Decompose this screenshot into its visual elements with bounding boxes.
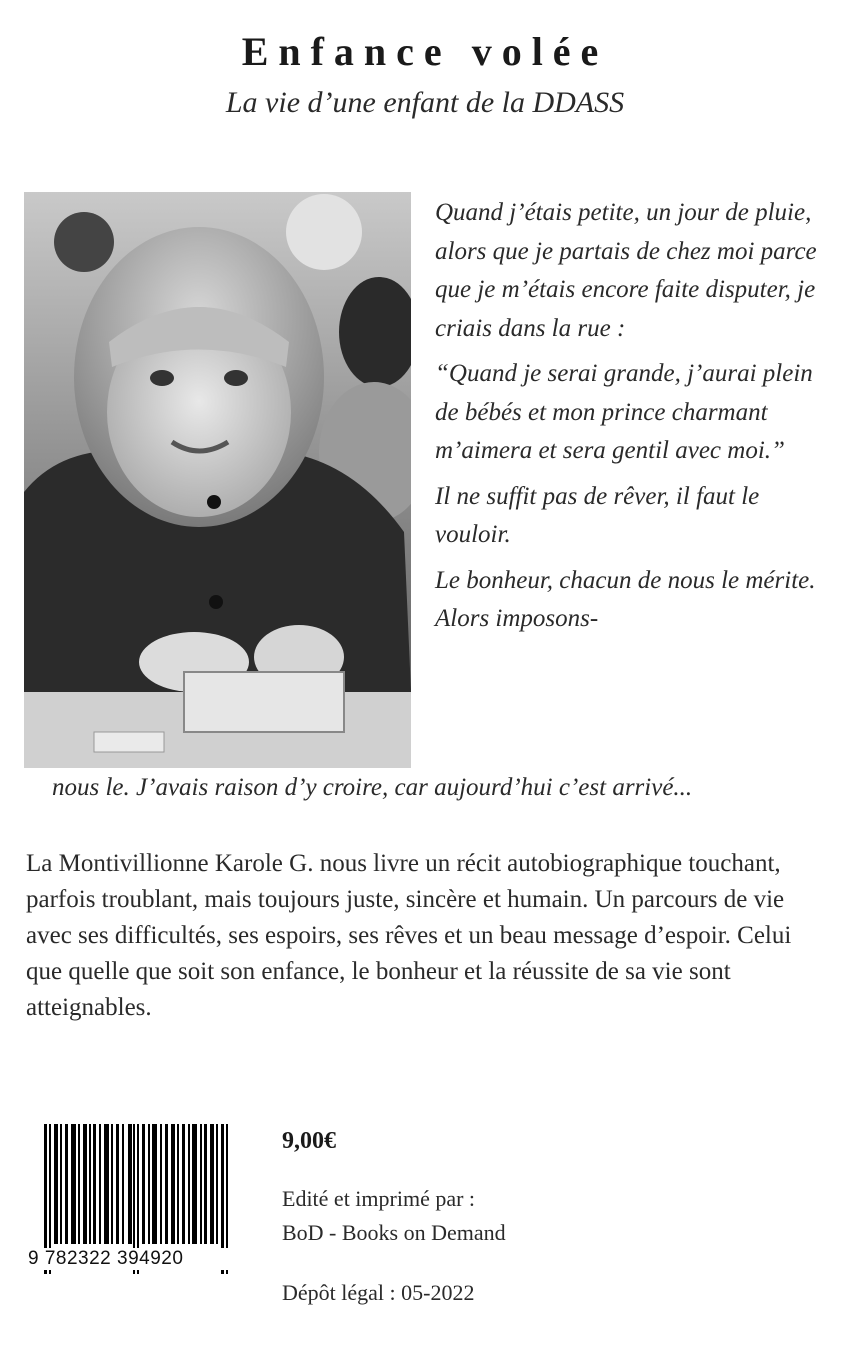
publisher-name: BoD - Books on Demand [282,1220,506,1245]
book-summary: La Montivillionne Karole G. nous livre un récit autobiographique touchant, parfois troublant, mais toujours juste, sincère et humain. Un parcours de vie avec ses difficultés, ses espoirs, ses rêves et un beau message d’espoir. Celui que quelle que soit son enfance, le bonheur et la réussite de sa vie sont atteignables. [26,850,792,1021]
child-photo-icon [24,192,411,768]
book-subtitle: La vie d’une enfant de la DDASS [225,86,625,119]
price: 9,00€ [282,1128,336,1154]
back-cover-poem [435,194,830,646]
publisher-label: Edité et imprimé par : [282,1186,476,1211]
poem-paragraph: Il ne suffit pas de rêver, il faut le vouloir. [435,482,760,548]
legal-deposit: Dépôt légal : 05-2022 [282,1280,475,1305]
isbn-digits: 9 782322 394920 [28,1248,228,1270]
poem-paragraph: Quand j’étais petite, un jour de pluie, alors que je partais de chez moi parce que je m’étais encore faite disputer, je criais dans la rue : [435,199,817,342]
book-title: Enfance volée [241,29,609,74]
poem-paragraph: “Quand je serai grande, j’aurai plein de bébés et mon prince charmant m’aimera et sera gentil avec moi.” [435,360,813,464]
cover-photo [24,192,411,768]
poem-paragraph: Le bonheur, chacun de nous le mérite. Alors imposons- [435,566,816,632]
poem-last-line: nous le. J’avais raison d’y croire, car aujourd’hui c’est arrivé... [52,774,693,801]
